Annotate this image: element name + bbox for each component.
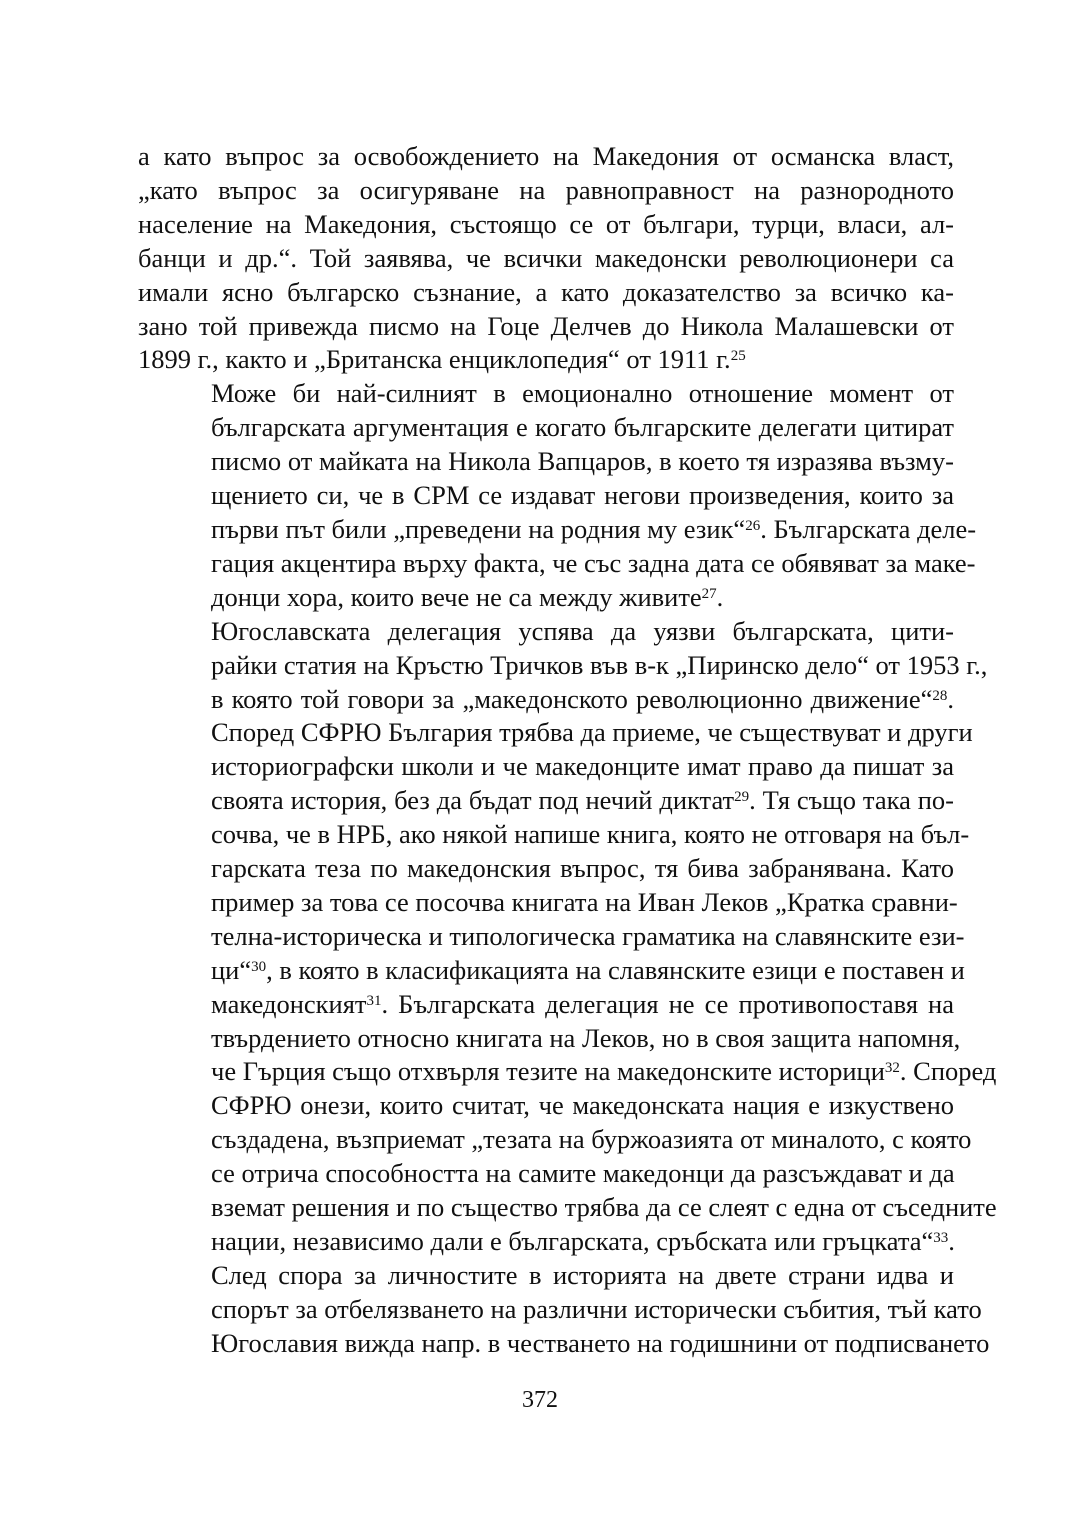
text-line [138, 276, 954, 310]
text-segment: ци“ [211, 954, 252, 985]
footnote-reference: 26 [745, 517, 761, 534]
text-segment: писмо от майката на Никола Вапцаров, в което тя изразява възму- [211, 446, 954, 477]
text-segment: . Българската делегация не се противопоставя на [381, 988, 954, 1019]
footnote-reference: 31 [366, 992, 382, 1009]
text-segment: гарската теза по македонския въпрос, тя бива забранявана. Като [211, 853, 954, 884]
footnote-reference: 27 [701, 585, 717, 602]
text-line [138, 479, 954, 513]
paragraph [138, 1259, 990, 1361]
text-line [138, 615, 954, 649]
text-line [138, 208, 954, 242]
text-segment: своята история, без да бъдат под нечий диктат [211, 785, 735, 816]
text-line [138, 683, 954, 717]
text-segment: . Тя също така по- [749, 785, 954, 816]
text-line [138, 1055, 997, 1089]
text-line [138, 1225, 954, 1259]
text-segment: . [947, 683, 954, 714]
text-segment: . [716, 581, 724, 612]
text-line [138, 1191, 997, 1225]
text-segment: твърдението относно книгата на Леков, но в своя защита напомня, [211, 1022, 961, 1053]
text-segment: райки статия на Кръстю Тричков във в-к „Пиринско дело“ от 1953 г., [211, 649, 988, 680]
text-line [138, 784, 954, 818]
text-segment: население на Македония, състоящо се от българи, турци, власи, ал- [138, 208, 954, 239]
footnote-reference: 28 [932, 687, 948, 704]
text-segment: че Гърция също отхвърля тезите на македонските историци [211, 1056, 885, 1087]
text-segment: . Според [899, 1056, 997, 1087]
text-segment: 1899 г., както и „Британска енциклопедия“ от 1911 г. [138, 344, 731, 375]
text-line [138, 649, 988, 683]
text-segment: СФРЮ онези, които считат, че македонската нация е изкуствено [211, 1090, 954, 1121]
text-line [138, 988, 954, 1022]
text-segment: Югославия вижда напр. в честването на годишнини от подписването [211, 1327, 990, 1358]
page-number: 372 [522, 1387, 558, 1413]
text-line [138, 750, 954, 784]
text-segment: се отрича способността на самите македонци да разсъждават и да [211, 1158, 955, 1189]
text-segment: Югославската делегация успява да уязви българската, цити- [211, 615, 954, 646]
text-segment: щението си, че в СРМ се издават негови произведения, които за [211, 480, 954, 511]
text-line [138, 852, 954, 886]
footnote-reference: 30 [251, 958, 267, 975]
text-segment: телна-историческа и типологическа граматика на славянските ези- [211, 920, 965, 951]
footnote-reference: 25 [730, 348, 746, 365]
text-segment: „като въпрос за осигуряване на равноправност на разнородното [138, 174, 954, 205]
text-segment: зано той привежда писмо на Гоце Делчев до Никола Малашевски от [138, 310, 954, 341]
text-segment: . Българската деле- [760, 513, 977, 544]
footnote-reference: 32 [884, 1060, 900, 1077]
text-line [138, 886, 958, 920]
text-segment: първи път били „преведени на родния му език“ [211, 513, 746, 544]
paragraph [138, 377, 977, 614]
text-segment: сочва, че в НРБ, ако някой напише книга, която не отговаря на бъл- [211, 819, 970, 850]
text-line [138, 411, 954, 445]
text-segment: пример за това се посочва книгата на Иван Леков „Кратка сравни- [211, 886, 958, 917]
text-segment: българската аргументация е когато българските делегати цитират [211, 412, 954, 443]
text-line [138, 310, 954, 344]
text-segment: спорът за отбелязването на различни исторически събития, тъй като [211, 1293, 982, 1324]
text-line [138, 1327, 990, 1361]
text-segment: нации, независимо дали е българската, сръбската или гръцката“ [211, 1226, 934, 1256]
text-segment: След спора за личностите в историята на двете страни идва и [211, 1259, 954, 1290]
text-line [138, 1089, 954, 1123]
text-line [138, 140, 954, 174]
text-segment: историографски школи и че македонците имат право да пишат за [211, 751, 954, 782]
text-line [138, 242, 954, 276]
footnote-reference: 29 [734, 788, 750, 805]
text-segment: в която той говори за „македонското революционно движение“ [211, 683, 933, 714]
page-body [138, 140, 997, 1361]
text-segment: Според СФРЮ България трябва да приеме, че съществуват и други [211, 717, 973, 748]
text-line [138, 1259, 954, 1293]
text-segment: вземат решения и по същество трябва да се слеят с една от съседните [211, 1192, 997, 1223]
text-segment: донци хора, които вече не са между живите [211, 581, 702, 612]
text-segment: Може би най-силният в емоционално отношение момент от [211, 378, 954, 409]
text-line [138, 716, 973, 750]
text-segment: банци и др.“. Той заявява, че всички македонски революционери са [138, 242, 954, 273]
text-segment: създадена, възприемат „тезата на буржоазията от миналото, с която [211, 1124, 972, 1155]
text-line [138, 1157, 954, 1191]
paragraph [138, 140, 954, 377]
text-segment: македонският [211, 988, 367, 1019]
paragraph [138, 615, 997, 1259]
text-line [138, 547, 976, 581]
text-segment: , в която в класификацията на славянските езици е поставен и [266, 954, 965, 985]
text-line [138, 343, 954, 377]
footnote-reference: 33 [933, 1229, 949, 1246]
text-line [138, 445, 954, 479]
text-line [138, 377, 954, 411]
text-line [138, 818, 970, 852]
text-line [138, 920, 965, 954]
text-line [138, 174, 954, 208]
text-segment: а като въпрос за освобождението на Македония от османска власт, [138, 141, 954, 171]
text-segment: . [948, 1226, 955, 1256]
text-line [138, 1123, 972, 1157]
text-line [138, 513, 977, 547]
text-line [138, 1022, 961, 1056]
text-segment: гация акцентира върху факта, че със задна дата се обявяват за маке- [211, 547, 976, 578]
text-line [138, 1293, 982, 1327]
text-line [138, 954, 965, 988]
text-segment: имали ясно българско съзнание, а като доказателство за всичко ка- [138, 276, 954, 307]
text-line [138, 581, 954, 615]
